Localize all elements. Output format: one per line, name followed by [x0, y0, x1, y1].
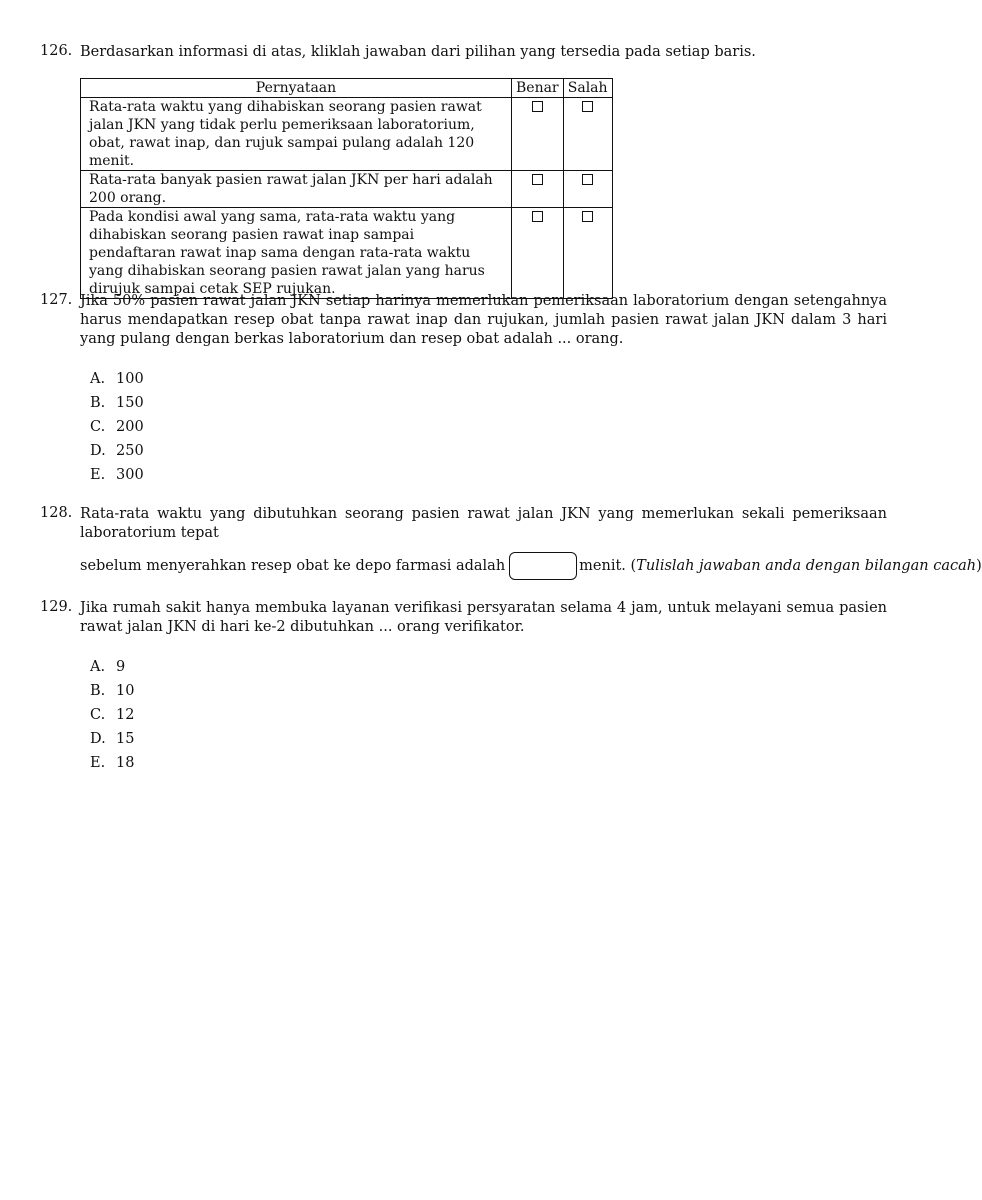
answer-input[interactable]	[509, 552, 577, 580]
false-checkbox[interactable]	[582, 174, 593, 185]
answer-options	[90, 655, 887, 775]
option-value: 10	[116, 683, 135, 699]
header-false: Salah	[563, 79, 612, 98]
question-number: 126.	[40, 43, 73, 59]
option-letter: A.	[90, 371, 106, 387]
unit-text: menit. (	[579, 558, 637, 574]
question-127	[40, 292, 887, 487]
option-letter: B.	[90, 395, 106, 411]
option-value: 12	[116, 707, 135, 723]
option-c[interactable]	[90, 703, 887, 727]
option-d[interactable]	[90, 727, 887, 751]
question-129	[40, 599, 887, 775]
option-letter: C.	[90, 707, 106, 723]
option-value: 250	[116, 443, 144, 459]
header-statement: Pernyataan	[81, 79, 512, 98]
option-letter: A.	[90, 659, 106, 675]
option-value: 100	[116, 371, 144, 387]
false-checkbox[interactable]	[582, 211, 593, 222]
question-text: Berdasarkan informasi di atas, kliklah jawaban dari pilihan yang tersedia pada setiap baris.	[80, 44, 756, 60]
option-c[interactable]	[90, 415, 887, 439]
header-true: Benar	[512, 79, 564, 98]
option-letter: E.	[90, 467, 106, 483]
closing-paren: )	[976, 558, 982, 574]
option-a[interactable]	[90, 367, 887, 391]
question-number: 128.	[40, 505, 73, 521]
true-checkbox[interactable]	[532, 174, 543, 185]
table-row	[81, 171, 613, 208]
answer-options	[90, 367, 887, 487]
option-value: 15	[116, 731, 135, 747]
answer-hint: Tulislah jawaban anda dengan bilangan cacah	[636, 558, 977, 574]
option-value: 18	[116, 755, 135, 771]
option-value: 9	[116, 659, 126, 675]
question-text: Rata-rata waktu yang dibutuhkan seorang pasien rawat jalan JKN yang memerlukan sekali pemeriksaan laboratorium tepat	[80, 506, 887, 541]
option-value: 200	[116, 419, 144, 435]
option-e[interactable]	[90, 751, 887, 775]
true-checkbox[interactable]	[532, 101, 543, 112]
option-letter: E.	[90, 755, 106, 771]
question-126	[40, 43, 887, 299]
false-checkbox[interactable]	[582, 101, 593, 112]
option-letter: B.	[90, 683, 106, 699]
question-number: 129.	[40, 599, 73, 615]
option-b[interactable]	[90, 679, 887, 703]
option-letter: C.	[90, 419, 106, 435]
question-text-continued: sebelum menyerahkan resep obat ke depo farmasi adalah	[80, 558, 506, 574]
question-text: Jika 50% pasien rawat jalan JKN setiap harinya memerlukan pemeriksaan laboratorium dengan setengahnya harus mendapatkan resep obat tanpa rawat inap dan rujukan, jumlah pasien rawat jalan JKN dalam 3 hari yang pulang dengan berkas laboratorium dan resep obat adalah ... orang.	[80, 293, 887, 347]
option-value: 300	[116, 467, 144, 483]
option-value: 150	[116, 395, 144, 411]
statement-table	[80, 78, 613, 299]
true-checkbox[interactable]	[532, 211, 543, 222]
statement-text: Rata-rata waktu yang dihabiskan seorang pasien rawat jalan JKN yang tidak perlu pemeriksaan laboratorium, obat, rawat inap, dan rujuk sampai pulang adalah 120 menit.	[81, 98, 512, 171]
statement-text: Pada kondisi awal yang sama, rata-rata waktu yang dihabiskan seorang pasien rawat inap sampai pendaftaran rawat inap sama dengan rata-rata waktu yang dihabiskan seorang pasien rawat jalan yang harus dirujuk sampai cetak SEP rujukan.	[81, 208, 512, 299]
option-d[interactable]	[90, 439, 887, 463]
question-128	[40, 505, 982, 581]
table-row	[81, 208, 613, 299]
option-a[interactable]	[90, 655, 887, 679]
option-letter: D.	[90, 731, 106, 747]
statement-text: Rata-rata banyak pasien rawat jalan JKN per hari adalah 200 orang.	[81, 171, 512, 208]
question-number: 127.	[40, 292, 73, 308]
question-text: Jika rumah sakit hanya membuka layanan verifikasi persyaratan selama 4 jam, untuk melayani semua pasien rawat jalan JKN di hari ke-2 dibutuhkan ... orang verifikator.	[80, 600, 887, 635]
option-e[interactable]	[90, 463, 887, 487]
table-row	[81, 98, 613, 171]
option-letter: D.	[90, 443, 106, 459]
option-b[interactable]	[90, 391, 887, 415]
